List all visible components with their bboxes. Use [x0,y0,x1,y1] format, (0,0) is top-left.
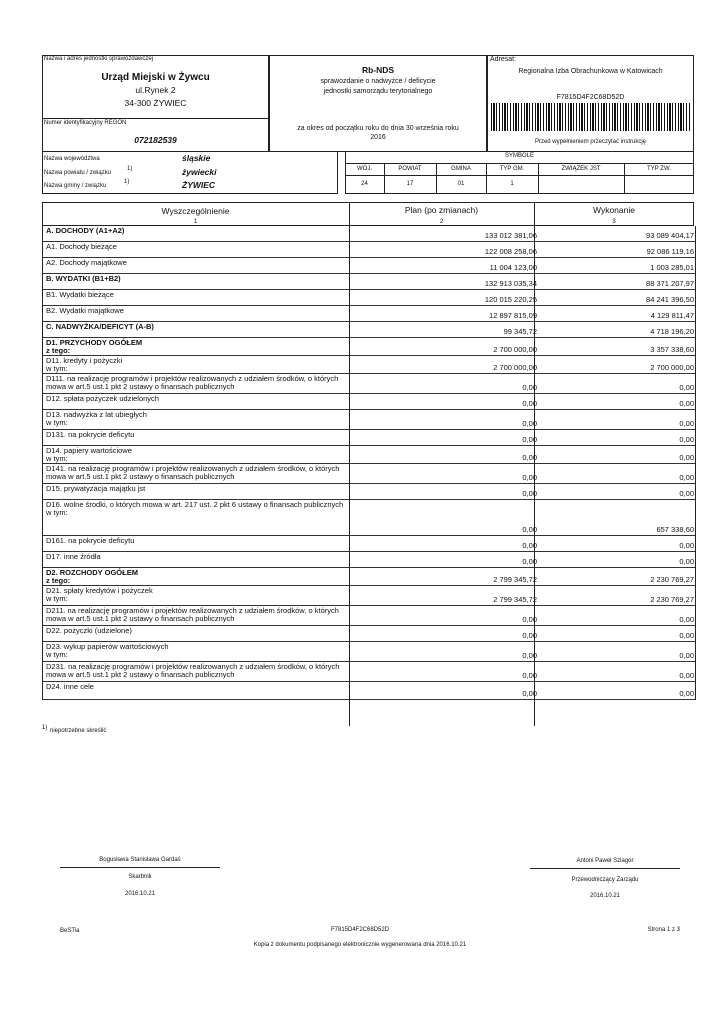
row-label: B1. Wydatki bieżące [46,290,114,299]
row-plan-value: 2 700 000,00 [493,363,537,372]
row-plan-value: 0,00 [522,435,537,444]
row-plan-value: 0,00 [522,453,537,462]
row-execution-value: 0,00 [679,435,694,444]
gmina-value: ŻYWIEC [182,180,216,190]
row-plan-value: 0,00 [522,651,537,660]
column-1-number: 1 [193,219,198,225]
table-row [43,536,695,552]
table-row [43,274,695,290]
row-execution-value: 0,00 [679,399,694,408]
row-label: D13. nadwyżka z lat ubiegłych w tym: [46,410,147,427]
row-execution-value: 0,00 [679,557,694,566]
table-row [43,446,695,464]
form-title-line-1: sprawozdanie o nadwyżce / deficycie [320,78,436,85]
regon-label: Numer identyfikacyjny REGON [44,120,127,126]
table-row [43,322,695,338]
row-execution-value: 92 086 119,16 [646,247,694,256]
addressee-name: Regionalna Izba Obrachunkowa w Katowicach [518,68,663,75]
barcode [491,103,691,131]
form-code: Rb-NDS [361,65,395,75]
row-plan-value: 0,00 [522,399,537,408]
table-row [43,430,695,446]
column-2-number: 2 [439,219,444,225]
row-label: D161. na pokrycie deficytu [46,536,135,545]
table-row [43,682,695,700]
row-plan-value: 2 700 000,00 [493,345,537,354]
symbol-value-1: 24 [361,181,368,187]
row-plan-value: 120 015 220,25 [484,295,537,304]
table-row [43,568,695,586]
row-plan-value: 0,00 [522,419,537,428]
table-row [43,374,695,394]
row-label: D111. na realizację programów i projektów realizowanych z udziałem środków, o których mowa w art.5 ust.1 pkt 2 ustawy o finansach publicznych [46,374,339,391]
row-execution-value: 0,00 [679,651,694,660]
row-label: D22. pożyczki (udzielone) [46,626,132,635]
row-label: D141. na realizację programów i projektów realizowanych z udziałem środków, o których mowa w art.5 ust.1 pkt 2 ustawy o finansach publicznych [46,464,340,481]
symbol-value-3: 01 [457,181,465,187]
row-plan-value: 0,00 [522,631,537,640]
row-plan-value: 0,00 [522,525,537,534]
row-label: D231. na realizację programów i projektów realizowanych z udziałem środków, o których mowa w art.5 ust.1 pkt 2 ustawy o finansach publicznych [46,662,340,679]
table-row [43,662,695,682]
signature-right-name: Antoni Paweł Szlagor [576,858,634,864]
footnote-mark: 1) [42,725,48,731]
signature-left-role: Skarbnik [128,874,152,880]
footer-app-name: BeSTia [60,928,80,934]
row-execution-value: 0,00 [679,419,694,428]
table-row [43,586,695,606]
row-plan-value: 0,00 [522,489,537,498]
row-label: B2. Wydatki majątkowe [46,306,124,315]
row-plan-value: 132 913 035,34 [484,279,537,288]
symbol-header-5: ZWIĄZEK JST [561,166,601,172]
row-label: D131. na pokrycie deficytu [46,430,135,439]
row-label: A. DOCHODY (A1+A2) [46,226,125,235]
unit-label: Nazwa i adres jednostki sprawozdawczej [44,56,154,62]
row-execution-value: 88 371 207,97 [646,279,694,288]
row-plan-value: 0,00 [522,557,537,566]
row-label: D15. prywatyzacja majątku jst [46,484,146,493]
table-row [43,464,695,484]
table-row [43,242,695,258]
row-execution-value: 0,00 [679,689,694,698]
symbols-title: SYMBOLE [504,153,534,159]
table-row [43,500,695,536]
row-execution-value: 84 241 396,50 [646,295,694,304]
row-execution-value: 2 700 000,00 [650,363,694,372]
row-label: A2. Dochody majątkowe [46,258,127,267]
table-row [43,338,695,356]
footer-page-number: Strona 1 z 3 [647,927,680,933]
row-execution-value: 1 003 285,01 [650,263,694,272]
table-row [43,306,695,322]
form-title-line-2: jednostki samorządu terytorialnego [323,88,433,95]
symbol-header-6: TYP ZW. [647,166,671,172]
regon-value: 072182539 [134,135,177,145]
table-row [43,626,695,642]
row-label: C. NADWYŻKA/DEFICYT (A-B) [46,322,154,331]
footnote: niepotrzebne skreślić [50,728,107,734]
unit-city: 34-300 ŻYWIEC [124,98,187,108]
row-execution-value: 0,00 [679,383,694,392]
table-row [43,410,695,430]
row-execution-value: 0,00 [679,473,694,482]
powiat-label: Nazwa powiatu / związku [44,170,112,176]
row-label: D2. ROZCHODY OGÓŁEM z tego: [46,568,138,585]
row-label: D17. inne źródła [46,552,101,561]
column-3-number: 3 [612,219,616,225]
row-execution-value: 0,00 [679,631,694,640]
row-execution-value: 4 129 811,47 [650,311,694,320]
table-row [43,606,695,626]
row-execution-value: 2 230 769,27 [650,575,694,584]
addressee-label: Adresat: [490,56,517,63]
column-description-header: Wyszczególnienie [161,206,230,216]
row-execution-value: 0,00 [679,541,694,550]
document-code: F7815D4F2C68D52D [556,94,625,101]
footer-document-code: F7815D4F2C68D52D [330,927,390,933]
row-execution-value: 3 357 338,60 [650,345,694,354]
table-row [43,642,695,662]
row-plan-value: 122 008 258,06 [484,247,537,256]
row-plan-value: 0,00 [522,541,537,550]
row-execution-value: 4 718 196,20 [650,327,694,336]
symbol-header-4: TYP GM. [499,166,525,172]
instruction-note: Przed wypełnieniem przeczytać instrukcję [534,139,647,145]
gmina-footnote-mark: 1) [124,179,130,185]
symbol-header-2: POWIAT [398,166,422,172]
row-label: D23. wykup papierów wartościowych w tym: [46,642,169,659]
row-execution-value: 0,00 [679,671,694,680]
footer-copy-note: Kopia z dokumentu podpisanego elektronicznie wygenerowana dnia 2016.10.21 [253,942,467,948]
period-line-2: 2016 [370,134,386,141]
table-row [43,552,695,568]
table-row [43,258,695,274]
row-execution-value: 0,00 [679,615,694,624]
row-label: A1. Dochody bieżące [46,242,117,251]
symbol-header-1: WOJ. [357,166,372,172]
row-execution-value: 2 230 769,27 [650,595,694,604]
row-plan-value: 2 799 345,72 [493,595,537,604]
symbol-value-2: 17 [406,181,414,187]
row-label: B. WYDATKI (B1+B2) [46,274,121,283]
symbol-value-4: 1 [510,181,514,187]
powiat-value: żywiecki [182,167,217,177]
table-row [43,394,695,410]
row-execution-value: 0,00 [679,489,694,498]
table-row [43,484,695,500]
row-label: D16. wolne środki, o których mowa w art. 217 ust. 2 pkt 6 ustawy o finansach publicznych w tym: [46,500,344,517]
row-plan-value: 2 799 345,72 [493,575,537,584]
row-label: D14. papiery wartościowe w tym: [46,446,132,463]
row-label: D12. spłata pożyczek udzielonych [46,394,159,403]
unit-name: Urząd Miejski w Żywcu [101,72,210,83]
row-plan-value: 0,00 [522,671,537,680]
signature-right-role: Przewodniczący Zarządu [571,877,639,883]
voivodeship-label: Nazwa województwa [44,156,100,162]
row-plan-value: 99 345,72 [503,327,537,336]
row-label: D11. kredyty i pożyczki w tym: [46,356,123,373]
signature-left-date: 2016.10.21 [124,891,156,897]
column-plan-header: Plan (po zmianach) [404,205,479,215]
row-plan-value: 0,00 [522,615,537,624]
row-label: D24. inne cele [46,682,94,691]
signature-right-date: 2016.10.21 [589,893,621,899]
row-label: D21. spłaty kredytów i pożyczek w tym: [46,586,153,603]
row-execution-value: 657 338,60 [656,525,694,534]
unit-street: ul.Rynek 2 [135,85,176,95]
row-plan-value: 0,00 [522,689,537,698]
row-plan-value: 0,00 [522,383,537,392]
signature-left-name: Bogusława Stanisława Gardaś [99,857,181,863]
row-execution-value: 93 089 404,17 [646,231,694,240]
row-plan-value: 133 012 381,06 [484,231,537,240]
column-execution-header: Wykonanie [593,205,635,215]
table-row [43,226,695,242]
voivodeship-value: śląskie [182,153,211,163]
table-row [43,290,695,306]
gmina-label: Nazwa gminy / związku [44,183,107,189]
row-plan-value: 12 897 815,09 [489,311,537,320]
table-row [43,356,695,374]
row-plan-value: 0,00 [522,473,537,482]
row-label: D1. PRZYCHODY OGÓŁEM z tego: [46,338,143,355]
data-table-body [42,226,696,700]
row-label: D211. na realizację programów i projektów realizowanych z udziałem środków, o których mowa w art.5 ust.1 pkt 2 ustawy o finansach publicznych [46,606,339,623]
row-execution-value: 0,00 [679,453,694,462]
period-line-1: za okres od początku roku do dnia 30 września roku [297,125,459,132]
powiat-footnote-mark: 1) [127,166,133,172]
symbol-header-3: GMINA [451,166,471,172]
row-plan-value: 11 004 123,00 [489,263,537,272]
